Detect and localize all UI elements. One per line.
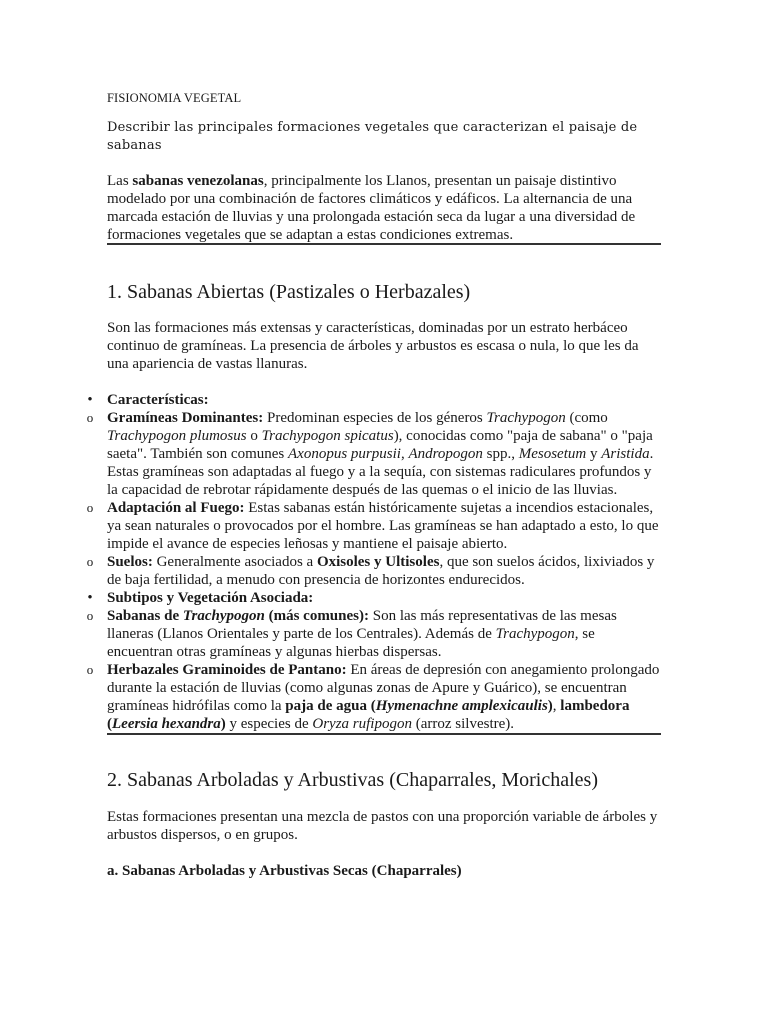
pantano-text-2: ,: [552, 698, 561, 714]
list-item-fuego: [0, 499, 662, 553]
gram-text-4: ), conocidas como "paja de sabana" o "paja saeta". También son comunes: [107, 428, 653, 462]
circle-marker: o: [86, 662, 94, 677]
pantano-bold-1: paja de agua (: [285, 698, 376, 714]
trachy-label-post: (más comunes):: [264, 608, 369, 624]
bullet-marker: •: [87, 392, 93, 408]
section-1-heading: 1. Sabanas Abiertas (Pastizales o Herbazales): [107, 281, 471, 303]
section-1-paragraph: Son las formaciones más extensas y características, dominadas por un estrato herbáceo continuo de gramíneas. La presencia de árboles y arbustos es escasa o nula, lo que les da una apariencia de vastas llanuras.: [107, 320, 639, 372]
list-item-caracteristicas: [0, 391, 662, 409]
gram-italic-5: Andropogon: [408, 446, 483, 462]
circle-marker: o: [86, 554, 94, 569]
fuego-text: Estas sabanas están históricamente sujetas a incendios estacionales, ya sean naturales o provocados por el hombre. Las gramíneas se han adaptado a esto, lo que impide el avance de especies leñosas y mantiene el paisaje abierto.: [107, 500, 659, 552]
pantano-bold-italic-1: Hymenachne amplexicaulis: [375, 698, 548, 714]
intro-paragraph: [107, 172, 663, 244]
gram-italic-6: Mesosetum: [518, 446, 587, 462]
subtitle: Describir las principales formaciones vegetales que caracterizan el paisaje de sabanas: [107, 120, 638, 153]
section-2-paragraph: Estas formaciones presentan una mezcla de pastos con una proporción variable de árboles y arbustos dispersos, o en grupos.: [107, 809, 658, 843]
list-item-label: Subtipos y Vegetación Asociada:: [107, 590, 314, 606]
gram-text-1: Predominan especies de los géneros: [263, 410, 487, 426]
suelos-bold-1: Oxisoles y Ultisoles: [316, 554, 440, 570]
list-item-label: Herbazales Graminoides de Pantano:: [107, 662, 347, 678]
gram-text-2: (como: [565, 410, 608, 426]
intro-text-post: , principalmente los Llanos, presentan un paisaje distintivo modelado por una combinación de factores climáticos y edáficos. La alternancia de una marcada estación de lluvias y una prolongada estación seca da lugar a una diversidad de formaciones vegetales que se adaptan a estas condiciones extremas.: [107, 173, 636, 243]
gram-italic-3: Trachypogon spicatus: [261, 428, 394, 444]
bullet-marker: •: [87, 590, 93, 606]
list-item-label: Características:: [107, 392, 209, 408]
pantano-text-4: (arroz silvestre).: [411, 716, 515, 732]
pantano-text-3: y especies de: [225, 716, 313, 732]
pantano-bold-3: lambedora (: [107, 698, 630, 732]
gram-text-8: . Estas gramíneas son adaptadas al fuego y a la sequía, con sistemas radiculares profundos y la capacidad de rebrotar rápidamente después de las quemas o el inicio de las lluvias.: [107, 446, 654, 498]
intro-text-pre: Las: [107, 173, 133, 189]
circle-marker: o: [86, 500, 94, 515]
trachy-label-italic: Trachypogon: [182, 608, 265, 624]
gram-italic-1: Trachypogon: [486, 410, 566, 426]
list-item-label: Gramíneas Dominantes:: [107, 410, 264, 426]
pantano-text-1: En áreas de depresión con anegamiento prolongado durante la estación de lluvias (como algunas zonas de Apure y Guárico), se encuentran gramíneas hidrófilas como la: [107, 662, 660, 714]
pantano-bold-4: ): [220, 716, 226, 732]
gram-italic-2: Trachypogon plumosus: [107, 428, 247, 444]
suelos-text-1: Generalmente asociados a: [152, 554, 317, 570]
header-label: FISIONOMIA VEGETAL: [107, 91, 242, 105]
pantano-bold-italic-2: Leersia hexandra: [112, 716, 221, 732]
list-item-subtipos: [0, 589, 662, 607]
list-item-label: [107, 608, 369, 624]
divider-1: [107, 243, 661, 245]
trachy-text-1: Son las más representativas de las mesas llaneras (Llanos Orientales y parte de los Centrales). Además de: [107, 608, 617, 642]
list-item-pantano: [0, 661, 662, 733]
circle-marker: o: [86, 608, 94, 623]
suelos-text-2: , que son suelos ácidos, lixiviados y de baja fertilidad, a menudo con presencia de horizontes endurecidos.: [107, 554, 655, 588]
section-1-list: [0, 391, 768, 733]
section-2a-heading: a. Sabanas Arboladas y Arbustivas Secas (Chaparrales): [107, 863, 462, 879]
pantano-bold-2: ): [547, 698, 553, 714]
trachy-italic-1: Trachypogon: [495, 626, 575, 642]
pantano-italic-1: Oryza rufipogon: [312, 716, 412, 732]
gram-text-3: o: [246, 428, 262, 444]
gram-italic-4: Axonopus purpusii: [288, 446, 401, 462]
list-item-label: Adaptación al Fuego:: [107, 500, 245, 516]
section-2-heading: 2. Sabanas Arboladas y Arbustivas (Chaparrales, Morichales): [107, 769, 598, 791]
trachy-label-pre: Sabanas de: [107, 608, 183, 624]
trachy-text-2: , se encuentran otras gramíneas y algunas hierbas dispersas.: [107, 626, 595, 660]
gram-text-5: ,: [400, 446, 409, 462]
list-item-trachypogon: [0, 607, 662, 661]
list-item-label: Suelos:: [107, 554, 153, 570]
gram-text-6: spp.,: [482, 446, 519, 462]
divider-2: [107, 733, 661, 735]
circle-marker: o: [86, 410, 94, 425]
list-item-gramineas: [0, 409, 662, 499]
gram-text-7: y: [586, 446, 602, 462]
list-item-suelos: [0, 553, 662, 589]
intro-bold: sabanas venezolanas: [132, 173, 264, 189]
gram-italic-7: Aristida: [601, 446, 650, 462]
